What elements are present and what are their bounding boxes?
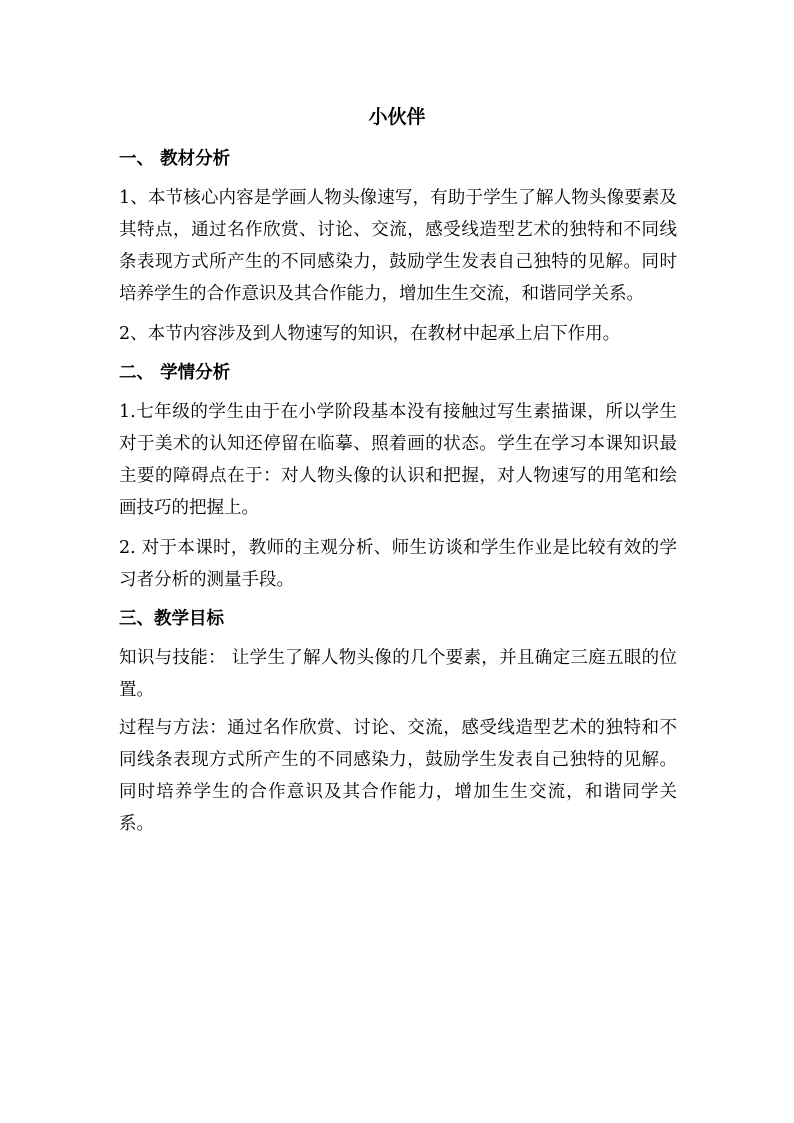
paragraph: 1、本节核心内容是学画人物头像速写，有助于学生了解人物头像要素及其特点，通过名作欣赏、讨论、交流，感受线造型艺术的独特和不同线条表现方式所产生的不同感染力，鼓励学生发表自己独特的见解。同时培养学生的合作意识及其合作能力，增加生生交流，和谐同学关系。 bbox=[119, 188, 677, 304]
paragraph: 2、本节内容涉及到人物速写的知识，在教材中起承上启下作用。 bbox=[119, 324, 621, 344]
section-teaching-objectives bbox=[119, 604, 677, 840]
paragraph: 知识与技能： 让学生了解人物头像的几个要素，并且确定三庭五眼的位置。 bbox=[119, 648, 677, 700]
paragraph: 1.七年级的学生由于在小学阶段基本没有接触过写生素描课，所以学生对于美术的认知还停留在临摹、照着画的状态。学生在学习本课知识最主要的障碍点在于：对人物头像的认识和把握，对人物速写的用笔和绘画技巧的把握上。 bbox=[119, 402, 677, 518]
document-body bbox=[119, 144, 677, 848]
section-textbook-analysis bbox=[119, 144, 677, 350]
document-title: 小伙伴 bbox=[368, 106, 426, 128]
paragraph: 2. 对于本课时，教师的主观分析、师生访谈和学生作业是比较有效的学习者分析的测量手段。 bbox=[119, 538, 677, 590]
section-heading: 三、教学目标 bbox=[119, 609, 224, 629]
section-student-analysis bbox=[119, 358, 677, 596]
section-heading: 二、 学情分析 bbox=[119, 363, 231, 383]
paragraph: 过程与方法：通过名作欣赏、讨论、交流，感受线造型艺术的独特和不同线条表现方式所产生的不同感染力，鼓励学生发表自己独特的见解。同时培养学生的合作意识及其合作能力，增加生生交流，和谐同学关系。 bbox=[119, 718, 677, 834]
section-heading: 一、 教材分析 bbox=[119, 149, 231, 169]
